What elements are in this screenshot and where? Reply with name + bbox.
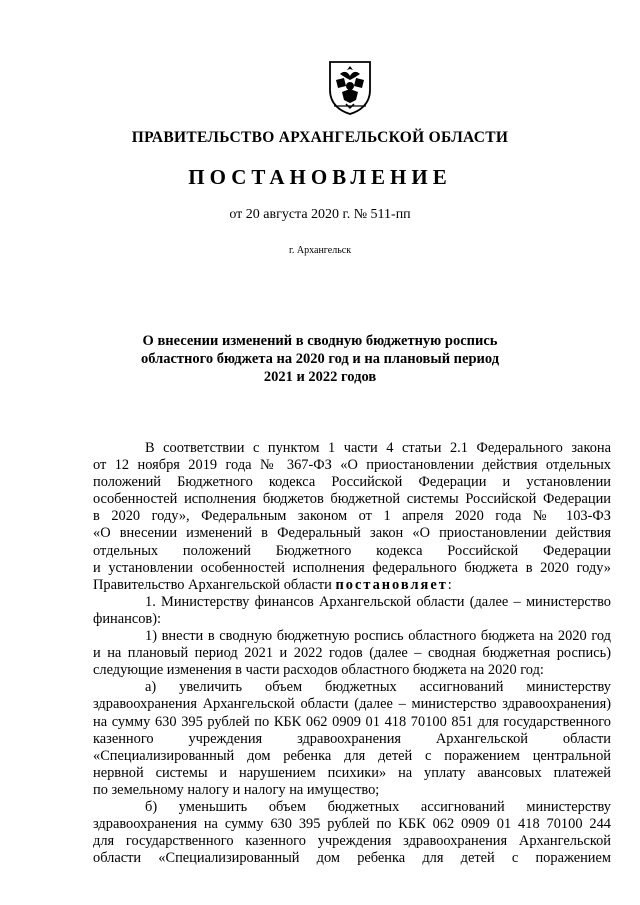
body-line: 1) внести в сводную бюджетную роспись областного бюджета на 2020 год: [145, 628, 611, 645]
title-line: О внесении изменений в сводную бюджетную роспись: [142, 333, 498, 349]
title-line: областного бюджета на 2020 год и на плановый период: [140, 351, 500, 367]
body-line: нервной системы и нарушением психики» на уплату авансовых платежей: [93, 764, 611, 781]
document-body: [93, 440, 611, 867]
body-line: «О внесении изменений в Федеральный закон «О приостановлении действия: [93, 525, 611, 542]
body-line: в 2020 году», Федеральным законом от 1 апреля 2020 года № 103-ФЗ: [93, 508, 611, 525]
title-line: 2021 и 2022 годов: [263, 369, 377, 385]
body-line: В соответствии с пунктом 1 части 4 статьи 2.1 Федерального закона: [145, 440, 611, 456]
document-title: [0, 332, 640, 386]
body-line: 1. Министерству финансов Архангельской области (далее – министерство: [145, 593, 611, 610]
body-line: финансов):: [93, 610, 161, 627]
body-line: по земельному налогу и налогу на имущество;: [93, 781, 380, 798]
body-line: и на плановый период 2021 и 2022 годов (далее – сводная бюджетная роспись): [93, 645, 611, 662]
government-name: ПРАВИТЕЛЬСТВО АРХАНГЕЛЬСКОЙ ОБЛАСТИ: [131, 129, 509, 146]
body-line: особенностей исполнения бюджетов бюджетной системы Российской Федерации: [93, 491, 611, 508]
body-line: «Специализированный дом ребенка для детей с поражением центральной: [93, 747, 611, 764]
body-line: здравоохранения на сумму 630 395 рублей по КБК 062 0909 01 418 70100 244: [93, 816, 611, 833]
resolves-keyword: постановляет: [335, 576, 448, 593]
government-subject: Правительство Архангельской области: [93, 576, 332, 593]
body-line: положений Бюджетного кодекса Российской Федерации и установлении: [93, 474, 611, 491]
body-line: на сумму 630 395 рублей по КБК 062 0909 01 418 70100 851 для государственного: [93, 713, 611, 730]
body-line: области «Специализированный дом ребенка для детей с поражением: [93, 850, 611, 867]
body-line: б) уменьшить объем бюджетных ассигнований министерству: [145, 798, 611, 815]
body-line: следующие изменения в части расходов областного бюджета на 2020 год:: [93, 662, 544, 679]
body-line-resolves: Правительство Архангельской области постановляет:: [93, 576, 452, 593]
body-line: от 12 ноября 2019 года № 367-ФЗ «О приостановлении действия отдельных: [93, 457, 611, 474]
body-line: и установлении особенностей исполнения федерального бюджета в 2020 году»: [93, 559, 611, 576]
document-type-heading: ПОСТАНОВЛЕНИЕ: [188, 165, 452, 189]
body-line: отдельных положений Бюджетного кодекса Российской Федерации: [93, 542, 611, 559]
body-line: казенного учреждения здравоохранения Архангельской области: [93, 730, 611, 747]
city-name: г. Архангельск: [288, 245, 352, 256]
coat-of-arms-emblem: [326, 56, 374, 116]
body-line: здравоохранения Архангельской области (далее – министерство здравоохранения): [93, 696, 611, 713]
date-and-number: от 20 августа 2020 г. № 511-пп: [229, 207, 411, 222]
body-line: для государственного казенного учреждения здравоохранения Архангельской: [93, 833, 611, 850]
body-line: а) увеличить объем бюджетных ассигнований министерству: [145, 679, 611, 696]
